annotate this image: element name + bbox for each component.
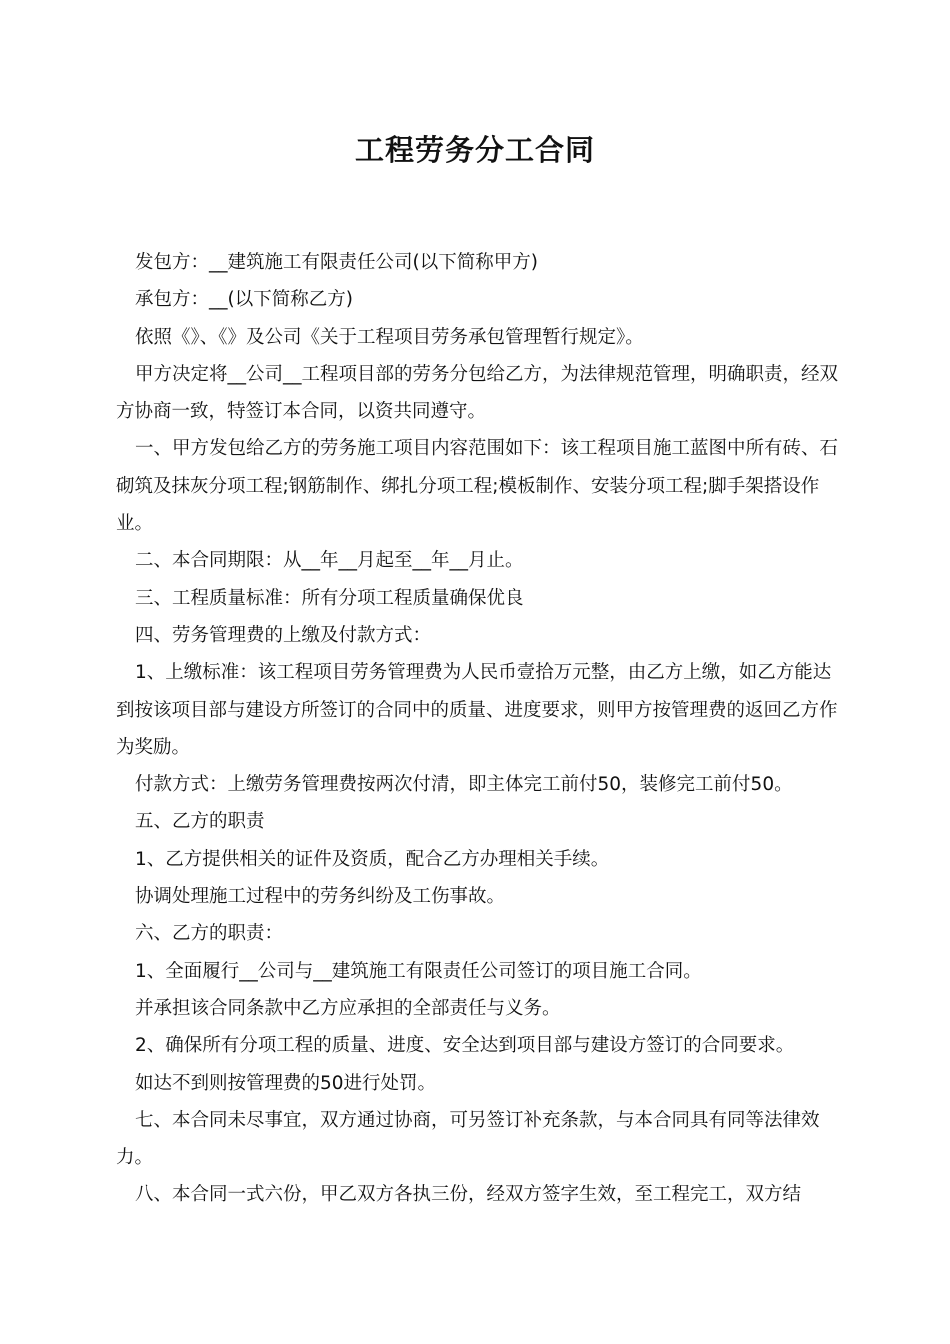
paragraph-clause-6-item-1: 1、全面履行__公司与__建筑施工有限责任公司签订的项目施工合同。: [135, 960, 702, 982]
document-title: 工程劳务分工合同: [354, 133, 595, 167]
paragraph-clause-6-item-1b: 并承担该合同条款中乙方应承担的全部责任与义务。: [135, 997, 561, 1019]
document-body: [116, 244, 840, 1214]
paragraph-clause-2-term: 二、本合同期限：从__年__月起至__年__月止。: [135, 550, 524, 572]
paragraph-clause-5-item-2: 协调处理施工过程中的劳务纠纷及工伤事故。: [135, 886, 506, 908]
paragraph-clause-6-heading: 六、乙方的职责：: [135, 923, 284, 945]
paragraph-contractor: 承包方：__(以下简称乙方): [135, 289, 353, 311]
paragraph-clause-4-standard: 1、上缴标准：该工程项目劳务管理费为人民币壹拾万元整，由乙方上缴，如乙方能达到按该项目部与建设方所签订的合同中的质量、进度要求，则甲方按管理费的返回乙方作为奖励。: [116, 662, 838, 758]
paragraph-clause-8: 八、本合同一式六份，甲乙双方各执三份，经双方签字生效，至工程完工，双方结: [135, 1184, 802, 1206]
paragraph-clause-6-item-2b: 如达不到则按管理费的50进行处罚。: [135, 1072, 437, 1094]
paragraph-clause-4-heading: 四、劳务管理费的上缴及付款方式：: [135, 624, 432, 646]
paragraph-clause-1-scope: 一、甲方发包给乙方的劳务施工项目内容范围如下：该工程项目施工蓝图中所有砖、石砌筑及抹灰分项工程;钢筋制作、绑扎分项工程;模板制作、安装分项工程;脚手架搭设作业。: [116, 438, 839, 535]
paragraph-clause-4-payment: 付款方式：上缴劳务管理费按两次付清，即主体完工前付50，装修完工前付50。: [135, 774, 793, 796]
paragraph-clause-3-quality: 三、工程质量标准：所有分项工程质量确保优良: [135, 587, 524, 609]
paragraph-clause-6-item-2: 2、确保所有分项工程的质量、进度、安全达到项目部与建设方签订的合同要求。: [135, 1035, 795, 1057]
paragraph-basis: 依照《》、《》及公司《关于工程项目劳务承包管理暂行规定》。: [135, 326, 644, 348]
paragraph-clause-7: 七、本合同未尽事宜，双方通过协商，可另签订补充条款，与本合同具有同等法律效力。: [116, 1109, 820, 1169]
paragraph-preamble: 甲方决定将__公司__工程项目部的劳务分包给乙方，为法律规范管理，明确职责，经双方协商一致，特签订本合同，以资共同遵守。: [116, 363, 839, 423]
paragraph-clause-5-item-1: 1、乙方提供相关的证件及资质，配合乙方办理相关手续。: [135, 848, 610, 870]
paragraph-issuer: 发包方：__建筑施工有限责任公司(以下简称甲方): [135, 252, 538, 273]
paragraph-clause-5-heading: 五、乙方的职责: [135, 811, 265, 833]
